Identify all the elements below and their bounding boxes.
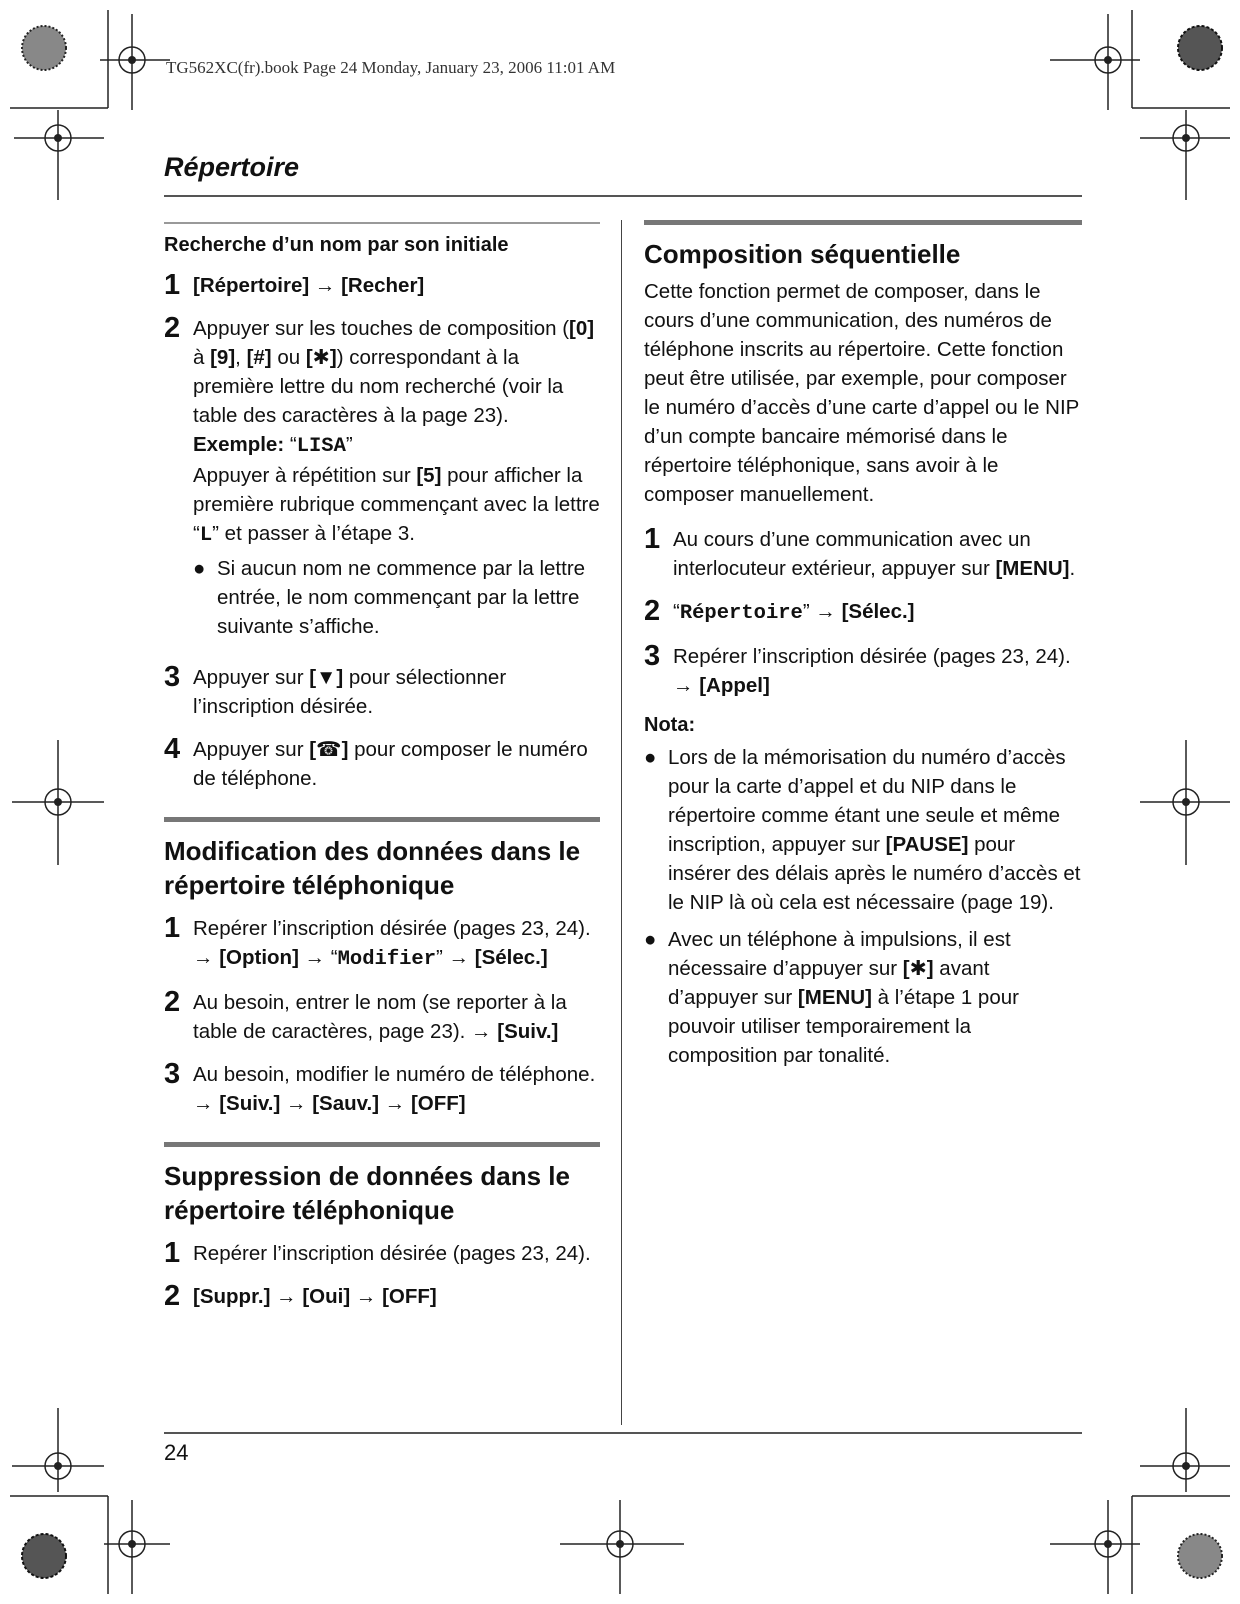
search-section bbox=[164, 222, 600, 793]
step-number: 3 bbox=[644, 640, 661, 672]
step-number: 3 bbox=[164, 1058, 181, 1090]
bullet-dot-icon: ● bbox=[644, 746, 657, 769]
nota-text: Lors de la mémorisation du numéro d’accès pour la carte d’appel et du NIP dans le répertoire comme étant une seule et même inscription, appuyer sur [PAUSE] pour insérer des délais après le numéro d’accès et le NIP là où cela est nécessaire (page 19). bbox=[668, 746, 1081, 914]
delete-title: Suppression de données dans le répertoire téléphonique bbox=[164, 1161, 570, 1225]
step-text bbox=[193, 314, 600, 649]
search-bullet bbox=[193, 554, 600, 641]
search-step-3 bbox=[164, 663, 600, 721]
page-number: 24 bbox=[164, 1440, 189, 1465]
step-text: Appuyer sur [▼] pour sélectionner l’inscription désirée. bbox=[193, 666, 507, 718]
column-divider bbox=[621, 220, 622, 1425]
left-column bbox=[164, 222, 600, 1335]
step-text: [Suppr.] → [Oui] → [OFF] bbox=[193, 1285, 437, 1308]
delete-step-1 bbox=[164, 1239, 600, 1268]
step-number: 2 bbox=[164, 1280, 181, 1312]
step-number: 1 bbox=[164, 1237, 181, 1269]
nota-text: Avec un téléphone à impulsions, il est nécessaire d’appuyer sur [✱] avant d’appuyer sur [MENU] à l’étape 1 pour pouvoir utiliser temporairement la composition par tonalité. bbox=[668, 928, 1019, 1067]
section-rule bbox=[164, 817, 600, 822]
step-number: 2 bbox=[164, 986, 181, 1018]
section-rule bbox=[164, 1142, 600, 1147]
step-number: 1 bbox=[164, 269, 181, 301]
sequential-step-2 bbox=[644, 597, 1082, 628]
step-number: 4 bbox=[164, 733, 181, 765]
bullet-dot-icon: ● bbox=[193, 557, 206, 580]
sequential-intro: Cette fonction permet de composer, dans le cours d’une communication, des numéros de téléphone inscrits au répertoire. Cette fonction peut être utilisée, par exemple, pour composer le numéro d’accès d’une carte d’appel ou le NIP d’un compte bancaire mémorisé dans le répertoire téléphonique, sans avoir à le composer manuellement. bbox=[644, 280, 1079, 506]
step-text: [Répertoire] → [Recher] bbox=[193, 274, 425, 297]
step-number: 2 bbox=[644, 595, 661, 627]
step-number: 1 bbox=[164, 912, 181, 944]
step-text: Repérer l’inscription désirée (pages 23, 24). → [Option] → “Modifier” → [Sélec.] bbox=[193, 917, 591, 971]
sequential-step-3 bbox=[644, 642, 1082, 700]
section-rule bbox=[644, 220, 1082, 225]
nota-item bbox=[644, 925, 1082, 1070]
step-text: Au besoin, entrer le nom (se reporter à la table de caractères, page 23). → [Suiv.] bbox=[193, 991, 567, 1043]
nota-item bbox=[644, 743, 1082, 917]
step-text-main: Appuyer sur les touches de composition ([0] à [9], [#] ou [✱]) correspondant à la première lettre du nom recherché (voir la table des caractères à la page 23). Exemple: “LISA” Appuyer à répétition sur [5] pour afficher la première rubrique commençant avec la lettre “L” et passer à l’étape 3. bbox=[193, 317, 600, 547]
step-text: Appuyer sur [☎] pour composer le numéro de téléphone. bbox=[193, 738, 588, 790]
section-title: Répertoire bbox=[164, 152, 300, 182]
search-step-1 bbox=[164, 271, 600, 300]
step-text: “Répertoire” → [Sélec.] bbox=[673, 600, 915, 625]
modify-title: Modification des données dans le répertoire téléphonique bbox=[164, 836, 581, 900]
search-title: Recherche d’un nom par son initiale bbox=[164, 234, 509, 256]
modify-steps bbox=[164, 914, 600, 1118]
step-number: 2 bbox=[164, 312, 181, 344]
nota-list bbox=[644, 743, 1082, 1070]
modify-step-3 bbox=[164, 1060, 600, 1118]
step-text: Repérer l’inscription désirée (pages 23, 24). bbox=[193, 1242, 591, 1265]
modify-step-2 bbox=[164, 988, 600, 1046]
bullet-dot-icon: ● bbox=[644, 928, 657, 951]
sequential-step-1 bbox=[644, 525, 1082, 583]
right-column bbox=[644, 220, 1082, 1078]
delete-step-2 bbox=[164, 1282, 600, 1311]
modify-section bbox=[164, 817, 600, 1118]
sequential-steps bbox=[644, 525, 1082, 700]
footer-rule bbox=[164, 1432, 1082, 1434]
bullet-text: Si aucun nom ne commence par la lettre entrée, le nom commençant par la lettre suivante s’affiche. bbox=[217, 557, 586, 638]
modify-step-1 bbox=[164, 914, 600, 974]
delete-steps bbox=[164, 1239, 600, 1311]
section-rule bbox=[164, 222, 600, 224]
step-number: 1 bbox=[644, 523, 661, 555]
step-text: Au besoin, modifier le numéro de téléphone. → [Suiv.] → [Sauv.] → [OFF] bbox=[193, 1063, 596, 1115]
search-step-4 bbox=[164, 735, 600, 793]
nota-label: Nota: bbox=[644, 714, 696, 736]
print-header: TG562XC(fr).book Page 24 Monday, January 23, 2006 11:01 AM bbox=[166, 58, 616, 77]
delete-section bbox=[164, 1142, 600, 1311]
step-text: Repérer l’inscription désirée (pages 23, 24). → [Appel] bbox=[673, 645, 1071, 697]
search-step-2 bbox=[164, 314, 600, 649]
sequential-title: Composition séquentielle bbox=[644, 239, 961, 269]
step-text: Au cours d’une communication avec un interlocuteur extérieur, appuyer sur [MENU]. bbox=[673, 528, 1076, 580]
step-number: 3 bbox=[164, 661, 181, 693]
title-rule bbox=[164, 195, 1082, 197]
